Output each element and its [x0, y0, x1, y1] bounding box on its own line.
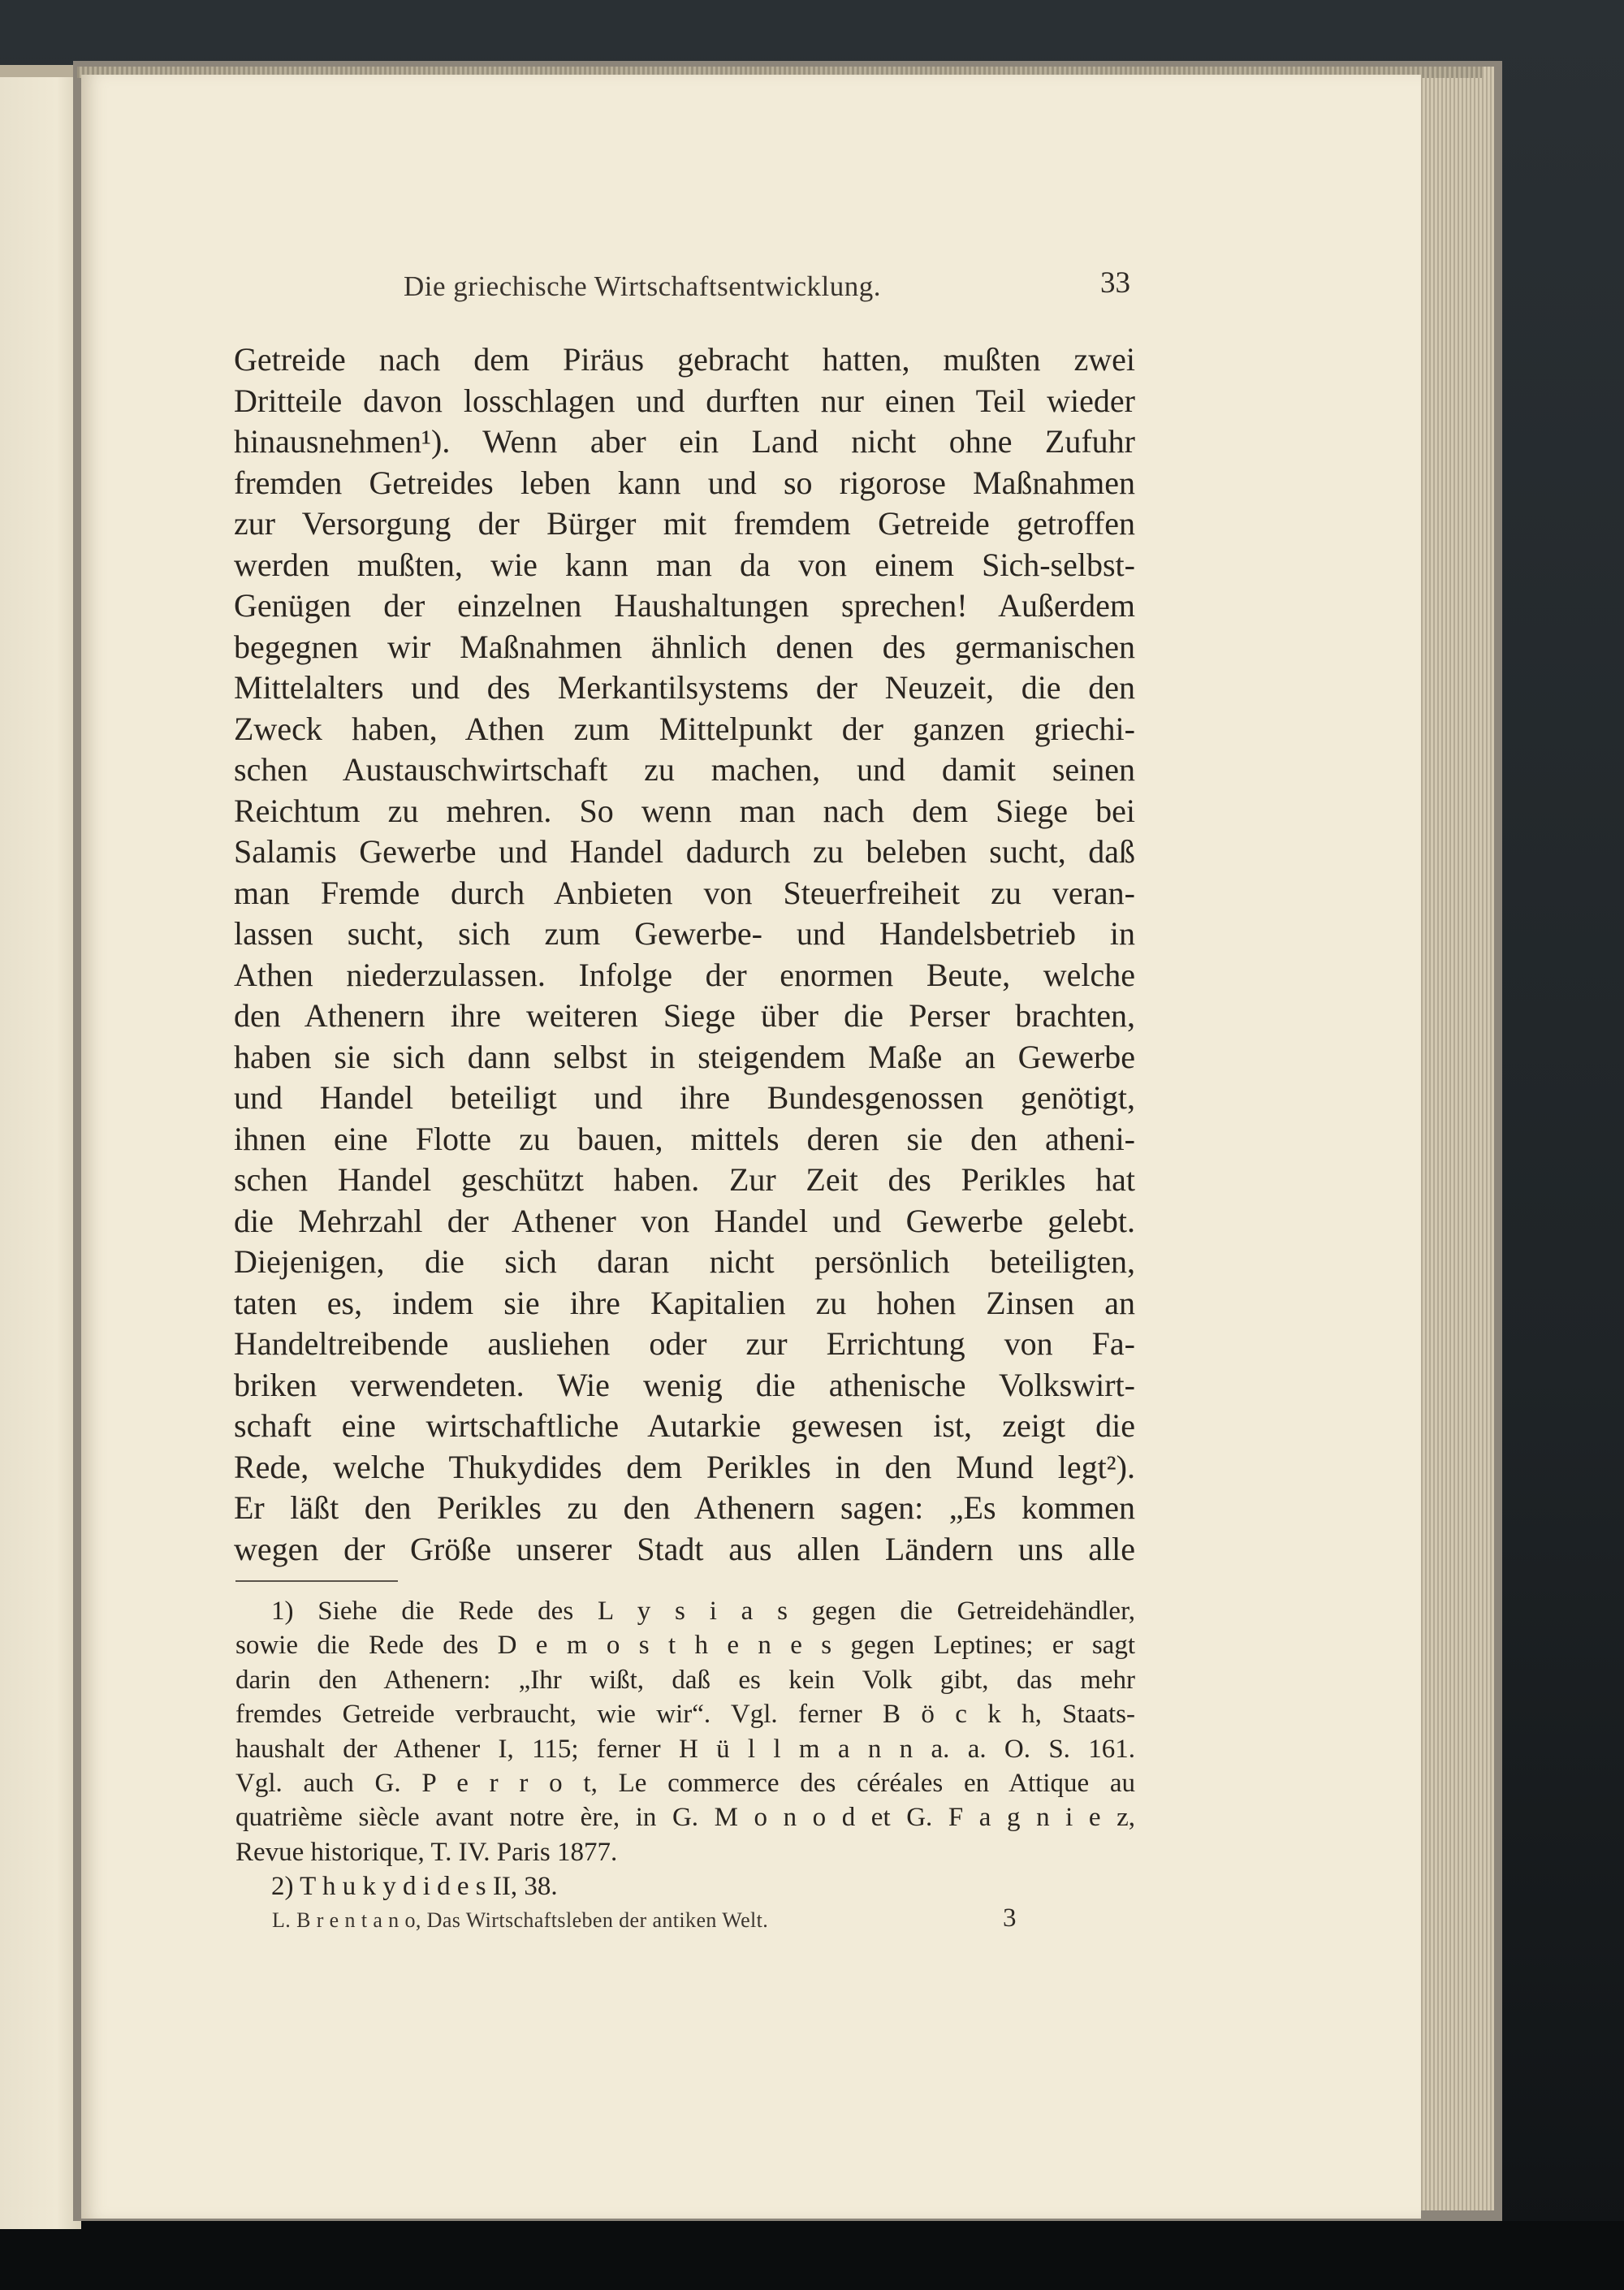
body-line: briken verwendeten. Wie wenig die athenische Volkswirt- — [234, 1366, 1135, 1403]
body-line: den Athenern ihre weiteren Siege über die Perser brachten, — [234, 997, 1135, 1034]
footnote-line: sowie die Rede des D e m o s t h e n e s gegen Leptines; er sagt — [235, 1631, 1135, 1661]
footnote-line: darin den Athenern: „Ihr wißt, daß es kein Volk gibt, das mehr — [235, 1665, 1135, 1695]
footnote-line: haushalt der Athener I, 115; ferner H ü l l m a n n a. a. O. S. 161. — [235, 1734, 1135, 1764]
body-line: werden mußten, wie kann man da von einem Sich-selbst- — [234, 546, 1135, 583]
scan-bottom-shadow — [0, 2221, 1624, 2290]
body-line: schen Austauschwirtschaft zu machen, und damit seinen — [234, 751, 1135, 788]
body-line: Genügen der einzelnen Haushaltungen sprechen! Außerdem — [234, 587, 1135, 624]
body-line: Athen niederzulassen. Infolge der enormen Beute, welche — [234, 956, 1135, 993]
footnote-line: quatrième siècle avant notre ère, in G. M o n o d et G. F a g n i e z, — [235, 1803, 1135, 1833]
footnote-line: Revue historique, T. IV. Paris 1877. — [235, 1837, 618, 1867]
body-line: zur Versorgung der Bürger mit fremdem Getreide getroffen — [234, 505, 1135, 542]
body-line: die Mehrzahl der Athener von Handel und Gewerbe gelebt. — [234, 1202, 1135, 1239]
body-line: haben sie sich dann selbst in steigendem Maße an Gewerbe — [234, 1038, 1135, 1075]
body-line: begegnen wir Maßnahmen ähnlich denen des germanischen — [234, 628, 1135, 665]
body-line: Rede, welche Thukydides dem Perikles in den Mund legt²). — [234, 1448, 1135, 1485]
body-line: Mittelalters und des Merkantilsystems der Neuzeit, die den — [234, 669, 1135, 706]
body-line: man Fremde durch Anbieten von Steuerfreiheit zu veran- — [234, 874, 1135, 911]
footnote-line: fremdes Getreide verbraucht, wie wir“. Vgl. ferner B ö c k h, Staats- — [235, 1700, 1135, 1730]
body-line: und Handel beteiligt und ihre Bundesgenossen genötigt, — [234, 1079, 1135, 1116]
page-stack-edge — [1413, 67, 1494, 2210]
body-line: Getreide nach dem Piräus gebracht hatten, mußten zwei — [234, 341, 1135, 378]
footnote-line: 2) T h u k y d i d e s II, 38. — [271, 1872, 558, 1902]
body-line: schen Handel geschützt haben. Zur Zeit des Perikles hat — [234, 1161, 1135, 1198]
body-line: Salamis Gewerbe und Handel dadurch zu beleben sucht, daß — [234, 833, 1135, 870]
running-head-title: Die griechische Wirtschaftsentwicklung. — [404, 270, 881, 302]
signature-line: L. B r e n t a n o, Das Wirtschaftsleben der antiken Welt. — [272, 1908, 769, 1932]
body-line: Er läßt den Perikles zu den Athenern sagen: „Es kommen — [234, 1489, 1135, 1526]
body-line: hinausnehmen¹). Wenn aber ein Land nicht ohne Zufuhr — [234, 423, 1135, 460]
body-text — [234, 339, 1135, 1570]
page-number: 33 — [1100, 266, 1130, 300]
footnote-line: 1) Siehe die Rede des L y s i a s gegen die Getreidehändler, — [271, 1597, 1135, 1626]
footnote-line: Vgl. auch G. P e r r o t, Le commerce des céréales en Attique au — [235, 1768, 1135, 1798]
body-line: Dritteile davon losschlagen und durften nur einen Teil wieder — [234, 382, 1135, 419]
body-line: lassen sucht, sich zum Gewerbe- und Handelsbetrieb in — [234, 915, 1135, 952]
body-line: Handeltreibende ausliehen oder zur Errichtung von Fa- — [234, 1325, 1135, 1362]
body-line: Diejenigen, die sich daran nicht persönlich beteiligten, — [234, 1243, 1135, 1280]
footnote-rule — [235, 1580, 398, 1582]
body-line: fremden Getreides leben kann und so rigorose Maßnahmen — [234, 464, 1135, 501]
body-line: Zweck haben, Athen zum Mittelpunkt der ganzen griechi- — [234, 710, 1135, 747]
footnotes — [235, 1594, 1135, 1904]
body-line: ihnen eine Flotte zu bauen, mittels deren sie den atheni- — [234, 1120, 1135, 1157]
body-line: schaft eine wirtschaftliche Autarkie gewesen ist, zeigt die — [234, 1407, 1135, 1444]
signature-number: 3 — [1003, 1903, 1017, 1933]
body-line: wegen der Größe unserer Stadt aus allen Ländern uns alle — [234, 1530, 1135, 1567]
body-line: taten es, indem sie ihre Kapitalien zu hohen Zinsen an — [234, 1284, 1135, 1321]
body-line: Reichtum zu mehren. So wenn man nach dem Siege bei — [234, 792, 1135, 829]
left-page-margin — [0, 77, 81, 2229]
